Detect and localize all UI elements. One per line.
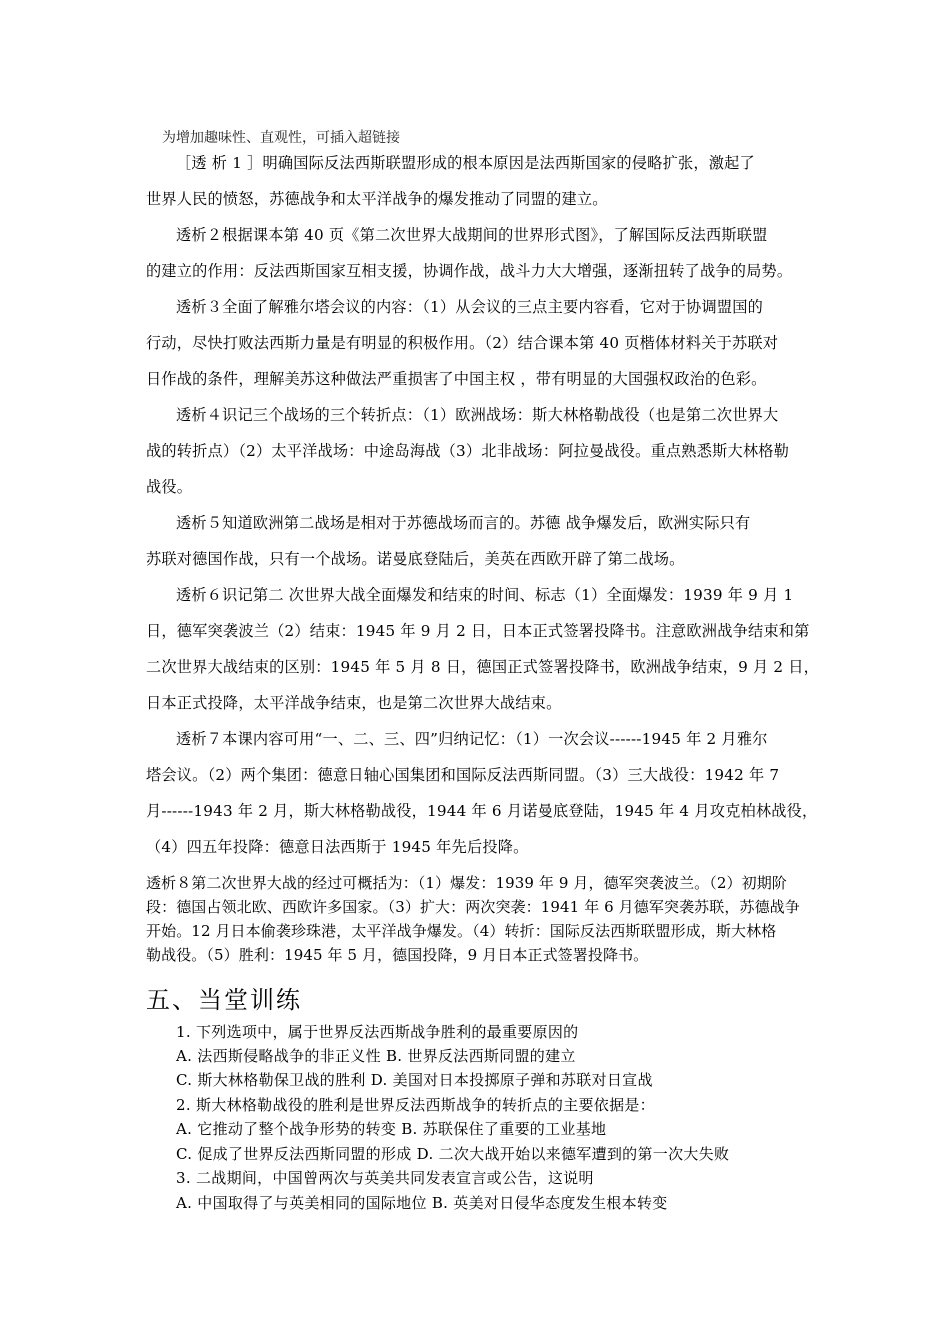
paragraph-line: 透析２根据课本第 40 页《第二次世界大战期间的世界形式图》，了解国际反法西斯联盟 [176, 226, 768, 244]
question-option-line: A. 它推动了整个战争形势的转变 B. 苏联保住了重要的工业基地 [176, 1120, 607, 1138]
paragraph-line: 塔会议。（2）两个集团：德意日轴心国集团和国际反法西斯同盟。（3）三大战役：1942 年 7 [146, 766, 780, 784]
summary-line: 勒战役。（5）胜利：1945 年 5 月，德国投降，9 月日本正式签署投降书。 [146, 946, 649, 964]
question-line: 1. 下列选项中，属于世界反法西斯战争胜利的最重要原因的 [176, 1023, 579, 1041]
summary-line: 段：德国占领北欧、西欧许多国家。（3）扩大：两次突袭：1941 年 6 月德军突袭苏联，苏德战争 [146, 898, 800, 916]
question-option-line: C. 促成了世界反法西斯同盟的形成 D. 二次大战开始以来德军遭到的第一次大失败 [176, 1145, 730, 1163]
paragraph-line: 透析７本课内容可用“一、二、三、四”归纳记忆：（1）一次会议------1945 年 2 月雅尔 [176, 730, 768, 748]
summary-line: 透析８第二次世界大战的经过可概括为：（1）爆发：1939 年 9 月，德军突袭波兰。（2）初期阶 [146, 874, 787, 892]
paragraph-line: 日本正式投降，太平洋战争结束，也是第二次世界大战结束。 [146, 694, 562, 712]
question-option-line: C. 斯大林格勒保卫战的胜利 D. 美国对日本投掷原子弹和苏联对日宣战 [176, 1071, 653, 1089]
paragraph-line: 苏联对德国作战，只有一个战场。诺曼底登陆后，美英在西欧开辟了第二战场。 [146, 550, 685, 568]
paragraph-line: 战的转折点）（2）太平洋战场：中途岛海战（3）北非战场：阿拉曼战役。重点熟悉斯大林格勒 [146, 442, 790, 460]
paragraph-line: 战役。 [146, 478, 193, 496]
section-title: 五、当堂训练 [146, 986, 302, 1014]
paragraph-line: 透析３全面了解雅尔塔会议的内容：（1）从会议的三点主要内容看，它对于协调盟国的 [176, 298, 763, 316]
question-line: 2. 斯大林格勒战役的胜利是世界反法西斯战争的转折点的主要依据是： [176, 1096, 655, 1114]
paragraph-line: 的建立的作用：反法西斯国家互相支援，协调作战，战斗力大大增强，逐渐扭转了战争的局势。 [146, 262, 793, 280]
paragraph-line: 世界人民的愤怒，苏德战争和太平洋战争的爆发推动了同盟的建立。 [146, 190, 608, 208]
paragraph-line: 二次世界大战结束的区别：1945 年 5 月 8 日，德国正式签署投降书，欧洲战争结束，9 月 2 日， [146, 658, 820, 676]
hyperlink-note: 为增加趣味性、直观性，可插入超链接 [162, 130, 400, 146]
paragraph-line: 透析６识记第二 次世界大战全面爆发和结束的时间、标志（1）全面爆发：1939 年 9 月 1 [176, 586, 794, 604]
paragraph-line: 日，德军突袭波兰（2）结束：1945 年 9 月 2 日，日本正式签署投降书。注意欧洲战争结束和第 [146, 622, 810, 640]
paragraph-line: 月------1943 年 2 月，斯大林格勒战役，1944 年 6 月诺曼底登陆，1945 年 4 月攻克柏林战役， [146, 802, 818, 820]
paragraph-line: 透析４识记三个战场的三个转折点：（1）欧洲战场：斯大林格勒战役（也是第二次世界大 [176, 406, 779, 424]
paragraph-line: 行动，尽快打败法西斯力量是有明显的积极作用。（2）结合课本第 40 页楷体材料关于苏联对 [146, 334, 779, 352]
paragraph-line: （4）四五年投降：德意日法西斯于 1945 年先后投降。 [146, 838, 529, 856]
paragraph-line: 透析５知道欧洲第二战场是相对于苏德战场而言的。苏德 战争爆发后，欧洲实际只有 [176, 514, 751, 532]
question-option-line: A. 中国取得了与英美相同的国际地位 B. 英美对日侵华态度发生根本转变 [176, 1194, 668, 1212]
paragraph-line: ［透 析 1 ］明确国际反法西斯联盟形成的根本原因是法西斯国家的侵略扩张，激起了 [176, 154, 755, 172]
question-option-line: A. 法西斯侵略战争的非正义性 B. 世界反法西斯同盟的建立 [176, 1047, 576, 1065]
question-line: 3. 二战期间，中国曾两次与英美共同发表宣言或公告，这说明 [176, 1169, 594, 1187]
paragraph-line: 日作战的条件，理解美苏这种做法严重损害了中国主权 ，带有明显的大国强权政治的色彩。 [146, 370, 767, 388]
summary-line: 开始。12 月日本偷袭珍珠港，太平洋战争爆发。（4）转折：国际反法西斯联盟形成，斯大林格 [146, 922, 777, 940]
